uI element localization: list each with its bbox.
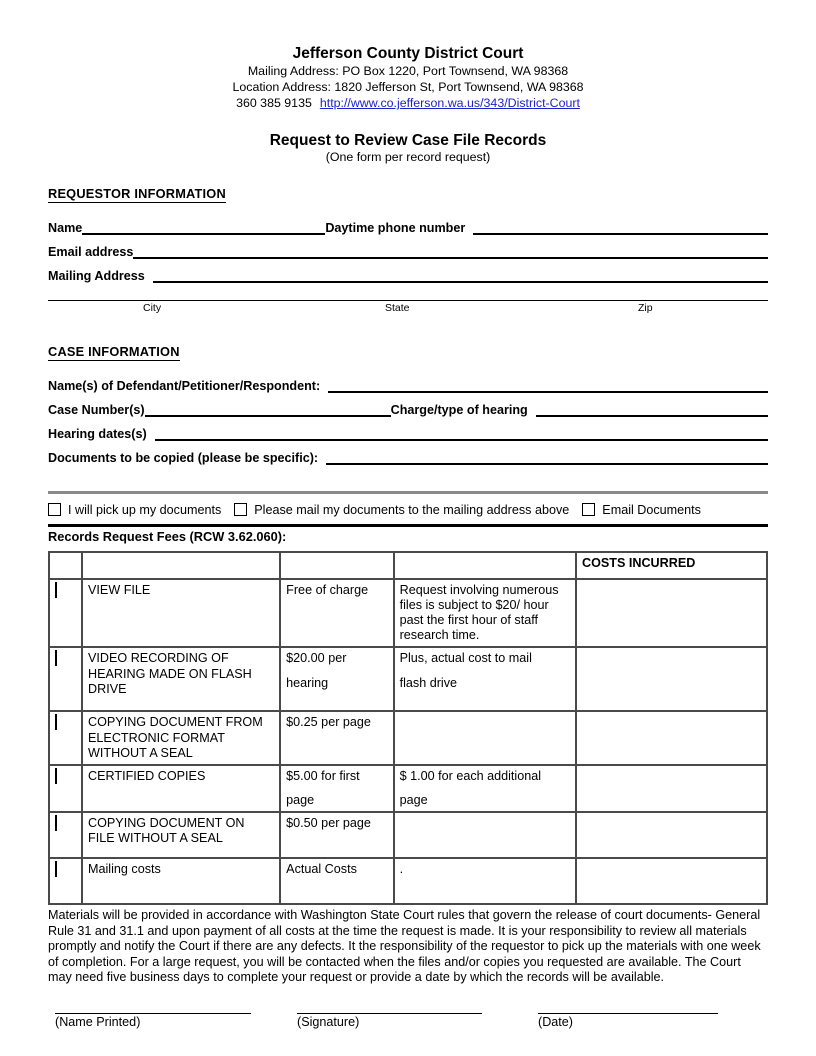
table-row-view-file (49, 579, 767, 647)
table-row-mailing-costs (49, 858, 767, 904)
fee-price (280, 579, 393, 647)
mail-option[interactable] (234, 503, 569, 517)
fee-note (394, 711, 576, 764)
fees-table (48, 551, 768, 905)
mailing-address-row (48, 263, 768, 283)
defendant-label: Name(s) of Defendant/Petitioner/Respondent: (48, 379, 321, 393)
documents-row (48, 445, 768, 465)
hearing-dates-row (48, 421, 768, 441)
header-empty-cell (280, 552, 393, 579)
costs-incurred-cell[interactable] (576, 579, 767, 647)
section-divider (48, 491, 768, 494)
fee-price (280, 711, 393, 764)
name-printed-label: (Name Printed) (55, 1014, 141, 1029)
mail-checkbox[interactable] (234, 503, 247, 516)
court-name: Jefferson County District Court (292, 45, 524, 62)
name-write-in-line[interactable] (82, 215, 325, 235)
case-number-label: Case Number(s) (48, 403, 145, 417)
costs-incurred-cell[interactable] (576, 647, 767, 711)
fee-note-line: . (399, 861, 404, 876)
fee-price (280, 858, 393, 904)
case-number-write-in-line[interactable] (145, 397, 391, 417)
signature-label: (Signature) (297, 1014, 360, 1029)
copy-on-file-checkbox[interactable] (55, 815, 57, 831)
city-state-zip-row[interactable] (48, 300, 768, 326)
phone-line (48, 95, 768, 112)
fee-note-line: flash drive (399, 675, 458, 690)
date-label: (Date) (538, 1014, 573, 1029)
fees-heading: Records Request Fees (RCW 3.62.060): (48, 529, 287, 544)
view-file-checkbox[interactable] (55, 582, 57, 598)
fee-price-line: $0.25 per page (286, 715, 371, 730)
fee-price-line: Free of charge (286, 583, 369, 597)
fees-divider (48, 524, 768, 527)
daytime-phone-label: Daytime phone number (325, 221, 466, 235)
fee-item: VIDEO RECORDING OF HEARING MADE ON FLASH DRIVE (82, 647, 280, 711)
costs-incurred-cell[interactable] (576, 812, 767, 858)
signature-line[interactable] (297, 1013, 482, 1029)
fee-note-line: page (399, 792, 428, 807)
email-option[interactable] (582, 503, 701, 517)
fee-item: CERTIFIED COPIES (82, 765, 280, 812)
email-label: Email address (48, 245, 134, 259)
mailing-address: Mailing Address: PO Box 1220, Port Townsend, WA 98368 (247, 64, 569, 78)
mail-option-label: Please mail my documents to the mailing address above (254, 503, 570, 517)
email-write-in-line[interactable] (133, 239, 768, 259)
website-link[interactable]: http://www.co.jefferson.wa.us/343/District-Court (319, 96, 580, 110)
table-row-video-recording (49, 647, 767, 711)
section-heading-case: CASE INFORMATION (48, 344, 180, 359)
fee-price (280, 647, 393, 711)
pickup-option-label: I will pick up my documents (68, 503, 222, 517)
email-checkbox[interactable] (582, 503, 595, 516)
date-line[interactable] (538, 1013, 718, 1029)
legal-text: Materials will be provided in accordance with Washington State Court rules that govern the release of court documents- General Rule 31 and 31.1 and upon payment of all costs at the time the request is made. It is your responsibility to review all materials promptly and notify the Court if there are any defects. It the responsibility of the requestor to pick up the materials with one week of completion. For a large request, you will be contacted when the files and/or copies you requested are available. The Court may need five business days to complete your request or provide a date by which the records will be available. (48, 907, 761, 985)
state-label: State (385, 302, 410, 314)
costs-incurred-cell[interactable] (576, 858, 767, 904)
fee-item: VIEW FILE (82, 579, 280, 647)
header-empty-cell (394, 552, 576, 579)
document-header (48, 44, 768, 165)
mailing-costs-checkbox[interactable] (55, 861, 57, 877)
fee-item: Mailing costs (82, 858, 280, 904)
hearing-dates-label: Hearing dates(s) (48, 427, 147, 441)
fee-price (280, 765, 393, 812)
name-printed-line[interactable] (55, 1013, 251, 1029)
table-row-copy-electronic (49, 711, 767, 764)
fees-header-row (49, 552, 767, 579)
costs-incurred-cell[interactable] (576, 765, 767, 812)
form-title: Request to Review Case File Records (269, 132, 547, 149)
costs-incurred-cell[interactable] (576, 711, 767, 764)
fee-note-line: Plus, actual cost to mail (399, 651, 532, 666)
header-empty-cell (49, 552, 82, 579)
certified-copies-checkbox[interactable] (55, 768, 57, 784)
defendant-write-in-line[interactable] (328, 373, 768, 393)
charge-write-in-line[interactable] (536, 397, 768, 417)
fee-price-line: hearing (286, 675, 329, 690)
fee-price-line: page (286, 792, 315, 807)
fee-note-line: $ 1.00 for each additional (399, 768, 542, 783)
table-row-certified-copies (49, 765, 767, 812)
fee-note (394, 647, 576, 711)
header-empty-cell (82, 552, 280, 579)
zip-label: Zip (638, 302, 653, 314)
table-row-copy-on-file (49, 812, 767, 858)
copy-electronic-checkbox[interactable] (55, 714, 57, 730)
mailing-address-label: Mailing Address (48, 269, 145, 283)
location-address: Location Address: 1820 Jefferson St, Port Townsend, WA 98368 (232, 80, 584, 94)
fee-note (394, 765, 576, 812)
case-number-row (48, 397, 768, 417)
documents-label: Documents to be copied (please be specific): (48, 451, 319, 465)
defendant-row (48, 373, 768, 393)
form-subtitle: (One form per record request) (325, 150, 491, 164)
daytime-phone-write-in-line[interactable] (473, 215, 768, 235)
fee-item: COPYING DOCUMENT ON FILE WITHOUT A SEAL (82, 812, 280, 858)
section-heading-requestor: REQUESTOR INFORMATION (48, 186, 226, 201)
signature-row (48, 1013, 768, 1029)
fee-note-line: Request involving numerous files is subject to $20/ hour past the first hour of staff research time. (399, 583, 559, 643)
fee-price-line: Actual Costs (286, 861, 357, 876)
documents-write-in-line[interactable] (326, 445, 768, 465)
delivery-options-row (48, 503, 768, 517)
email-row (48, 239, 768, 259)
name-phone-row (48, 215, 768, 235)
fee-price-line: $0.50 per page (286, 815, 371, 830)
pickup-checkbox[interactable] (48, 503, 61, 516)
fee-price-line: $5.00 for first (286, 768, 360, 783)
phone-number: 360 385 9135 (236, 96, 312, 110)
charge-label: Charge/type of hearing (390, 403, 528, 417)
hearing-dates-write-in-line[interactable] (155, 421, 768, 441)
city-label: City (143, 302, 162, 314)
fee-price (280, 812, 393, 858)
fee-item: COPYING DOCUMENT FROM ELECTRONIC FORMAT WITHOUT A SEAL (82, 711, 280, 764)
mailing-address-write-in-line[interactable] (153, 263, 768, 283)
fee-price-line: $20.00 per (286, 651, 347, 666)
fee-note (394, 579, 576, 647)
pickup-option[interactable] (48, 503, 221, 517)
name-label: Name (48, 221, 83, 235)
video-recording-checkbox[interactable] (55, 650, 57, 666)
fee-note (394, 812, 576, 858)
email-option-label: Email Documents (602, 503, 701, 517)
fee-note (394, 858, 576, 904)
costs-incurred-header: COSTS INCURRED (576, 552, 767, 579)
